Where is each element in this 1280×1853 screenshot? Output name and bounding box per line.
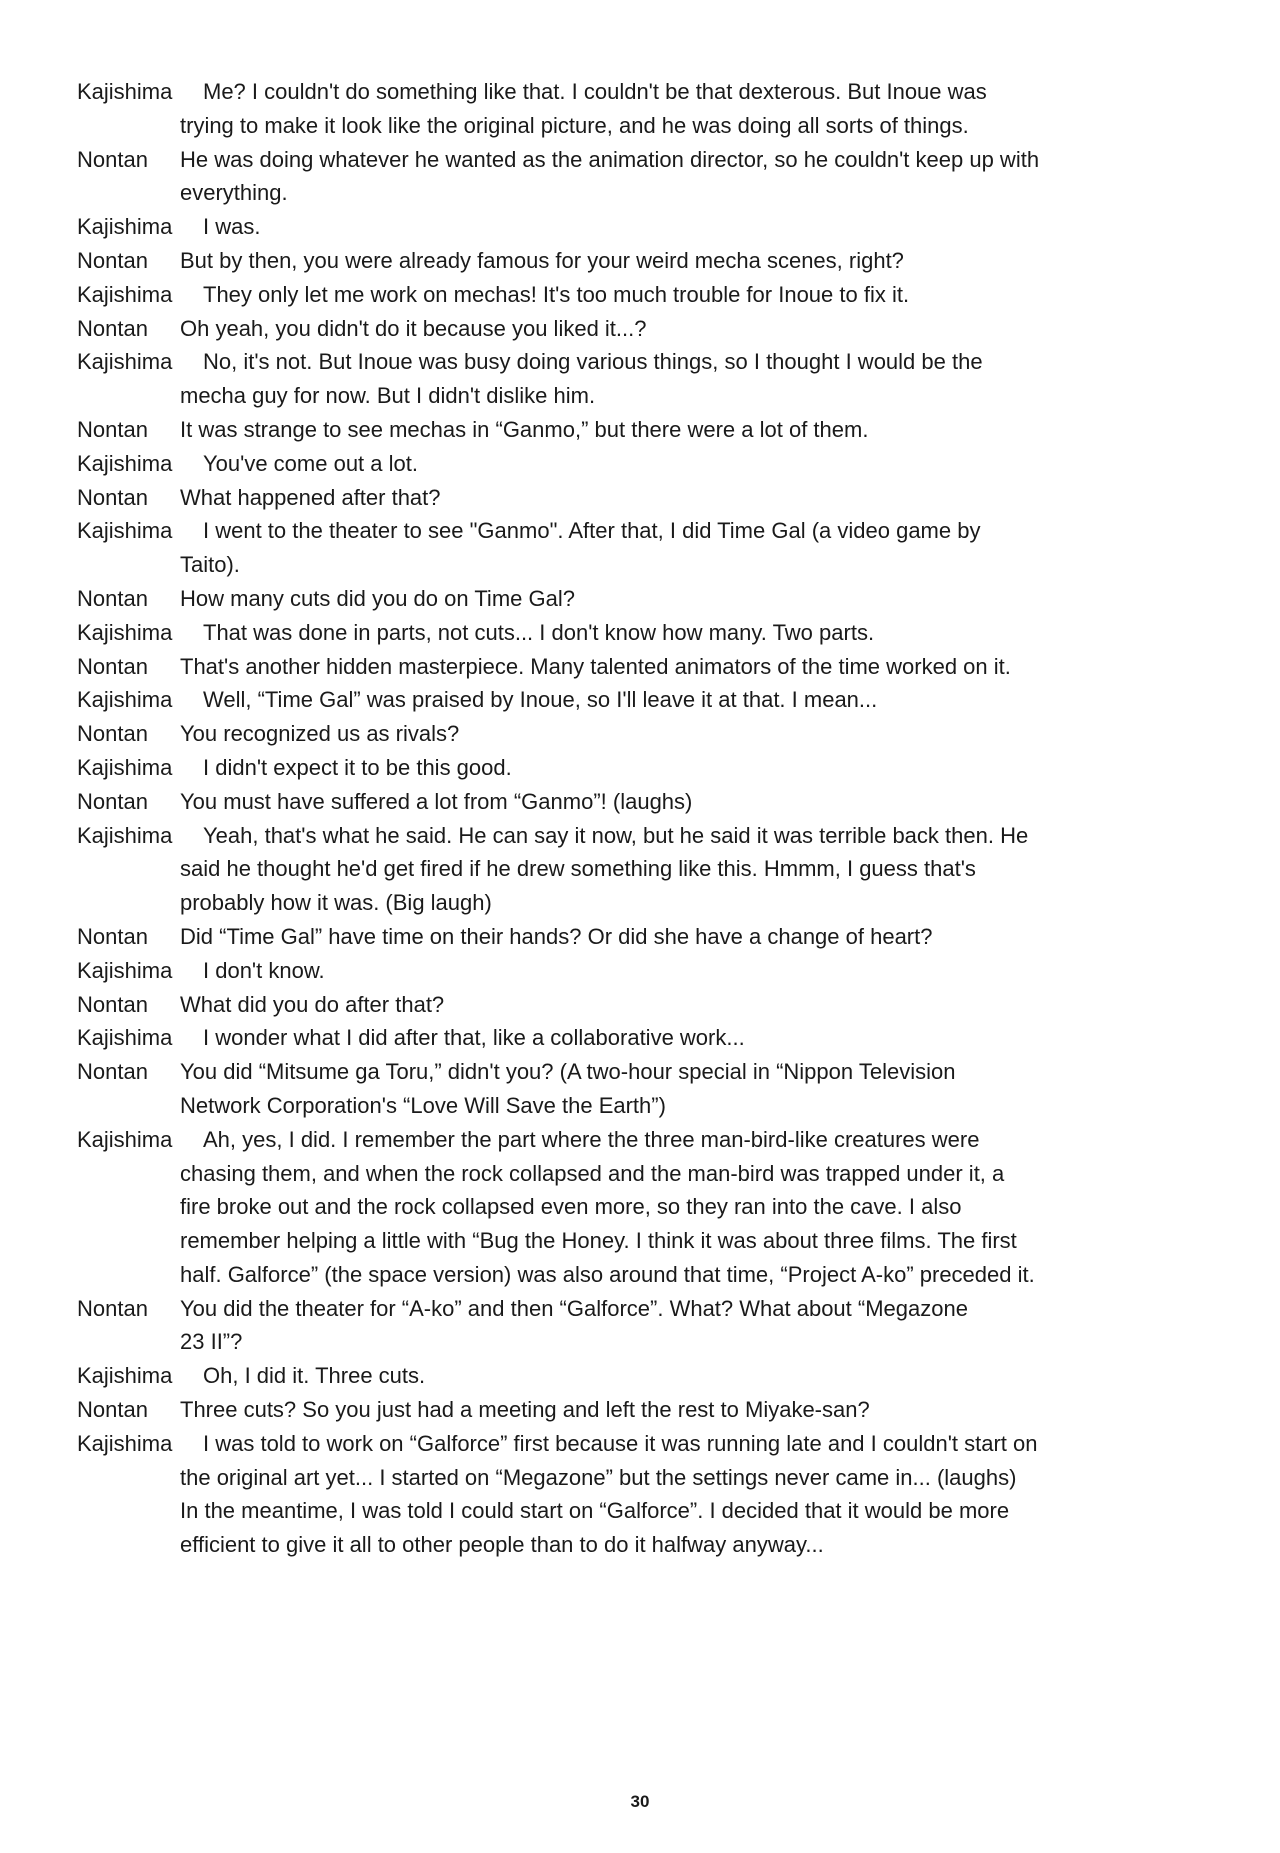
dialogue-line: How many cuts did you do on Time Gal? bbox=[180, 585, 575, 611]
speaker-name: Kajishima bbox=[77, 214, 173, 240]
dialogue-line: I was. bbox=[203, 214, 261, 240]
speaker-name: Kajishima bbox=[77, 1363, 173, 1389]
dialogue-entry bbox=[77, 210, 1227, 244]
speaker-name: Kajishima bbox=[77, 281, 173, 307]
dialogue-entry bbox=[77, 751, 1227, 785]
dialogue-line: half. Galforce” (the space version) was also around that time, “Project A-ko” preceded it. bbox=[180, 1261, 1035, 1287]
dialogue-entry bbox=[77, 920, 1227, 954]
dialogue-line: Did “Time Gal” have time on their hands? Or did she have a change of heart? bbox=[180, 923, 933, 949]
dialogue-entry bbox=[77, 616, 1227, 650]
dialogue-line: What happened after that? bbox=[180, 484, 441, 510]
dialogue-entry bbox=[77, 819, 1227, 920]
dialogue-entry bbox=[77, 1021, 1227, 1055]
speaker-name: Kajishima bbox=[77, 349, 173, 375]
speaker-name: Kajishima bbox=[77, 518, 173, 544]
dialogue-entry bbox=[77, 1123, 1227, 1292]
speaker-name: Kajishima bbox=[77, 822, 173, 848]
dialogue-entry bbox=[77, 514, 1227, 582]
speaker-name: Kajishima bbox=[77, 1126, 173, 1152]
speaker-name: Nontan bbox=[77, 416, 148, 442]
speaker-name: Kajishima bbox=[77, 450, 173, 476]
dialogue-line: Network Corporation's “Love Will Save the Earth”) bbox=[180, 1092, 666, 1118]
dialogue-line: Oh, I did it. Three cuts. bbox=[203, 1363, 426, 1389]
dialogue-entry bbox=[77, 650, 1227, 684]
dialogue-entry bbox=[77, 345, 1227, 413]
speaker-name: Kajishima bbox=[77, 79, 173, 104]
speaker-name: Nontan bbox=[77, 585, 148, 611]
dialogue-line: They only let me work on mechas! It's too much trouble for Inoue to fix it. bbox=[203, 281, 910, 307]
dialogue-entry bbox=[77, 278, 1227, 312]
dialogue-line: No, it's not. But Inoue was busy doing various things, so I thought I would be the bbox=[203, 349, 983, 375]
dialogue-line: But by then, you were already famous for your weird mecha scenes, right? bbox=[180, 247, 904, 273]
dialogue-entry bbox=[77, 481, 1227, 515]
dialogue-line: That was done in parts, not cuts... I don't know how many. Two parts. bbox=[203, 619, 875, 645]
speaker-name: Kajishima bbox=[77, 687, 173, 713]
speaker-name: Nontan bbox=[77, 484, 148, 510]
dialogue-entry bbox=[77, 447, 1227, 481]
dialogue-entry bbox=[77, 312, 1227, 346]
dialogue-line: Taito). bbox=[180, 552, 240, 578]
speaker-name: Nontan bbox=[77, 146, 148, 172]
dialogue-line: He was doing whatever he wanted as the animation director, so he couldn't keep up with bbox=[180, 146, 1040, 172]
dialogue-line: What did you do after that? bbox=[180, 991, 445, 1017]
dialogue-line: I wonder what I did after that, like a collaborative work... bbox=[203, 1025, 745, 1051]
speaker-name: Nontan bbox=[77, 247, 148, 273]
dialogue-line: fire broke out and the rock collapsed even more, so they ran into the cave. I also bbox=[180, 1194, 962, 1220]
speaker-name: Nontan bbox=[77, 1059, 148, 1085]
dialogue-line: Ah, yes, I did. I remember the part where the three man-bird-like creatures were bbox=[203, 1126, 980, 1152]
dialogue-entry bbox=[77, 1055, 1227, 1123]
dialogue-line: I didn't expect it to be this good. bbox=[203, 754, 512, 780]
dialogue-entry bbox=[77, 1393, 1227, 1427]
speaker-name: Nontan bbox=[77, 721, 148, 747]
speaker-name: Kajishima bbox=[77, 619, 173, 645]
speaker-name: Nontan bbox=[77, 315, 148, 341]
dialogue-line: everything. bbox=[180, 180, 288, 206]
dialogue-line: efficient to give it all to other people than to do it halfway anyway... bbox=[180, 1532, 824, 1558]
dialogue-entry bbox=[77, 582, 1227, 616]
dialogue-line: said he thought he'd get fired if he drew something like this. Hmmm, I guess that's bbox=[180, 856, 976, 882]
dialogue-line: the original art yet... I started on “Megazone” but the settings never came in... (laughs) bbox=[180, 1464, 1017, 1490]
dialogue-line: mecha guy for now. But I didn't dislike him. bbox=[180, 383, 596, 409]
dialogue-line: You recognized us as rivals? bbox=[180, 721, 460, 747]
dialogue-line: I don't know. bbox=[203, 957, 325, 983]
speaker-name: Kajishima bbox=[77, 957, 173, 983]
dialogue-entry bbox=[77, 1292, 1227, 1360]
dialogue-line: probably how it was. (Big laugh) bbox=[180, 890, 492, 916]
dialogue-line: Oh yeah, you didn't do it because you liked it...? bbox=[180, 315, 647, 341]
dialogue-line: You did the theater for “A-ko” and then “Galforce”. What? What about “Megazone bbox=[180, 1295, 968, 1321]
dialogue-line: remember helping a little with “Bug the Honey. I think it was about three films. The first bbox=[180, 1228, 1017, 1254]
dialogue-entry bbox=[77, 143, 1227, 211]
interview-transcript bbox=[77, 75, 1227, 1562]
dialogue-line: chasing them, and when the rock collapsed and the man-bird was trapped under it, a bbox=[180, 1160, 1005, 1186]
dialogue-line: It was strange to see mechas in “Ganmo,” but there were a lot of them. bbox=[180, 416, 869, 442]
dialogue-line: You've come out a lot. bbox=[203, 450, 418, 476]
dialogue-line: Three cuts? So you just had a meeting and left the rest to Miyake-san? bbox=[180, 1397, 870, 1423]
speaker-name: Nontan bbox=[77, 788, 148, 814]
dialogue-line: Me? I couldn't do something like that. I couldn't be that dexterous. But Inoue was bbox=[203, 79, 987, 104]
speaker-name: Kajishima bbox=[77, 1025, 173, 1051]
dialogue-entry bbox=[77, 954, 1227, 988]
dialogue-entry bbox=[77, 683, 1227, 717]
dialogue-line: In the meantime, I was told I could start on “Galforce”. I decided that it would be more bbox=[180, 1498, 1010, 1524]
dialogue-line: Well, “Time Gal” was praised by Inoue, so I'll leave it at that. I mean... bbox=[203, 687, 878, 713]
dialogue-entry bbox=[77, 244, 1227, 278]
dialogue-entry bbox=[77, 1427, 1227, 1562]
speaker-name: Nontan bbox=[77, 1295, 148, 1321]
speaker-name: Nontan bbox=[77, 991, 148, 1017]
dialogue-line: That's another hidden masterpiece. Many talented animators of the time worked on it. bbox=[180, 653, 1011, 679]
dialogue-line: You must have suffered a lot from “Ganmo”! (laughs) bbox=[180, 788, 693, 814]
dialogue-entry bbox=[77, 1359, 1227, 1393]
dialogue-line: 23 II”? bbox=[180, 1329, 243, 1355]
dialogue-entry bbox=[77, 717, 1227, 751]
speaker-name: Nontan bbox=[77, 923, 148, 949]
speaker-name: Kajishima bbox=[77, 754, 173, 780]
dialogue-line: You did “Mitsume ga Toru,” didn't you? (A two-hour special in “Nippon Television bbox=[180, 1059, 956, 1085]
dialogue-line: Yeah, that's what he said. He can say it now, but he said it was terrible back then. He bbox=[203, 822, 1029, 848]
page-number: 30 bbox=[630, 1792, 650, 1811]
dialogue-entry bbox=[77, 988, 1227, 1022]
speaker-name: Kajishima bbox=[77, 1430, 173, 1456]
speaker-name: Nontan bbox=[77, 653, 148, 679]
dialogue-line: trying to make it look like the original picture, and he was doing all sorts of things. bbox=[180, 112, 969, 138]
dialogue-entry bbox=[77, 785, 1227, 819]
dialogue-entry bbox=[77, 413, 1227, 447]
dialogue-line: I went to the theater to see "Ganmo". After that, I did Time Gal (a video game by bbox=[203, 518, 981, 544]
dialogue-line: I was told to work on “Galforce” first because it was running late and I couldn't start on bbox=[203, 1430, 1038, 1456]
speaker-name: Nontan bbox=[77, 1397, 148, 1423]
dialogue-entry bbox=[77, 75, 1227, 143]
